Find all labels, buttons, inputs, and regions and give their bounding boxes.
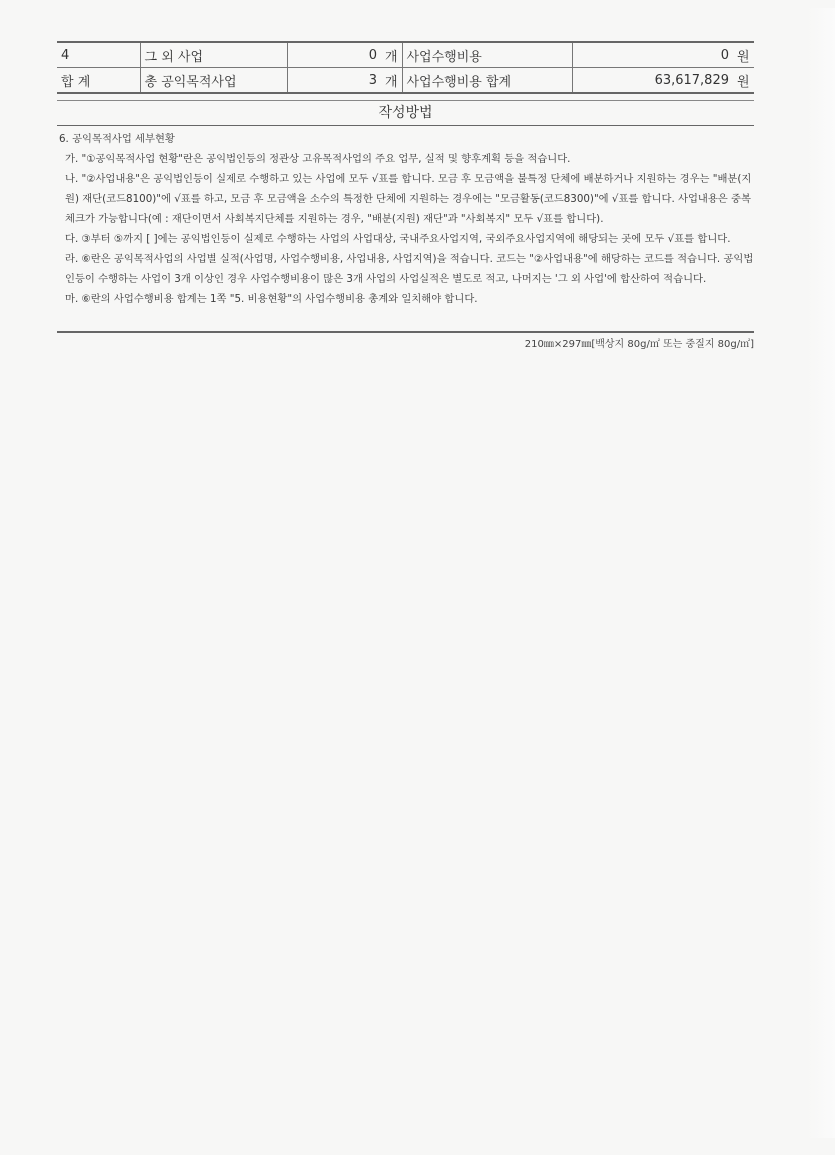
cost-amount: 63,617,829 (572, 68, 733, 94)
business-name: 그 외 사업 (140, 42, 287, 68)
business-summary-table (57, 41, 754, 94)
method-notes (59, 129, 755, 309)
paper-spec: 210㎜×297㎜[백상지 80g/㎡ 또는 중질지 80g/㎡] (524, 339, 754, 350)
footer-divider (57, 331, 754, 333)
note-item-da: 다. ③부터 ⑤까지 [ ]에는 공익법인등이 실제로 수행하는 사업의 사업대상, 국내주요사업지역, 국외주요사업지역에 해당되는 곳에 모두 √표를 합니다. (65, 233, 731, 245)
business-count: 3 (287, 68, 381, 94)
note-item-ga: 가. "①공익목적사업 현황"란은 공익법인등의 정관상 고유목적사업의 주요 업무, 실적 및 향후계획 등을 적습니다. (65, 153, 571, 165)
note-item-na: 나. "②사업내용"은 공익법인등이 실제로 수행하고 있는 사업에 모두 √표를 합니다. 모금 후 모금액을 불특정 단체에 배분하거나 지원하는 경우는 "배분(지원) 재단(코드8100)"에 √표를 하고, 모금 후 모금액을 소수의 특정한 단체에 지원하는 경우에는 "모금활동(코드8300)"에 √표를 합니다. 사업내용은 중복체크가 가능합니다(예 : 재단이면서 사회복지단체를 지원하는 경우, "배분(지원) 재단"과 "사회복지" 모두 √표를 합니다). (65, 173, 752, 225)
section-heading: 6. 공익목적사업 세부현황 (59, 133, 175, 145)
scan-edge-shadow (807, 8, 835, 1138)
table-row (57, 42, 754, 68)
cost-label: 사업수행비용 합계 (402, 68, 572, 94)
business-count: 0 (287, 42, 381, 68)
cost-unit: 원 (733, 42, 754, 68)
count-unit: 개 (381, 42, 402, 68)
business-name: 총 공익목적사업 (140, 68, 287, 94)
row-number: 4 (57, 42, 140, 68)
row-number: 합 계 (57, 68, 140, 94)
table-row (57, 68, 754, 94)
note-item-ra: 라. ⑥란은 공익목적사업의 사업별 실적(사업명, 사업수행비용, 사업내용, 사업지역)을 적습니다. 코드는 "②사업내용"에 해당하는 코드를 적습니다. 공익법인등이 수행하는 사업이 3개 이상인 경우 사업수행비용이 많은 3개 사업의 사업실적은 별도로 적고, 나머지는 '그 외 사업'에 합산하여 적습니다. (65, 253, 754, 285)
cost-amount: 0 (572, 42, 733, 68)
cost-unit: 원 (733, 68, 754, 94)
count-unit: 개 (381, 68, 402, 94)
note-item-ma: 마. ⑥란의 사업수행비용 합계는 1쪽 "5. 비용현황"의 사업수행비용 총계와 일치해야 합니다. (65, 293, 478, 305)
cost-label: 사업수행비용 (402, 42, 572, 68)
method-title: 작성방법 (57, 100, 754, 126)
